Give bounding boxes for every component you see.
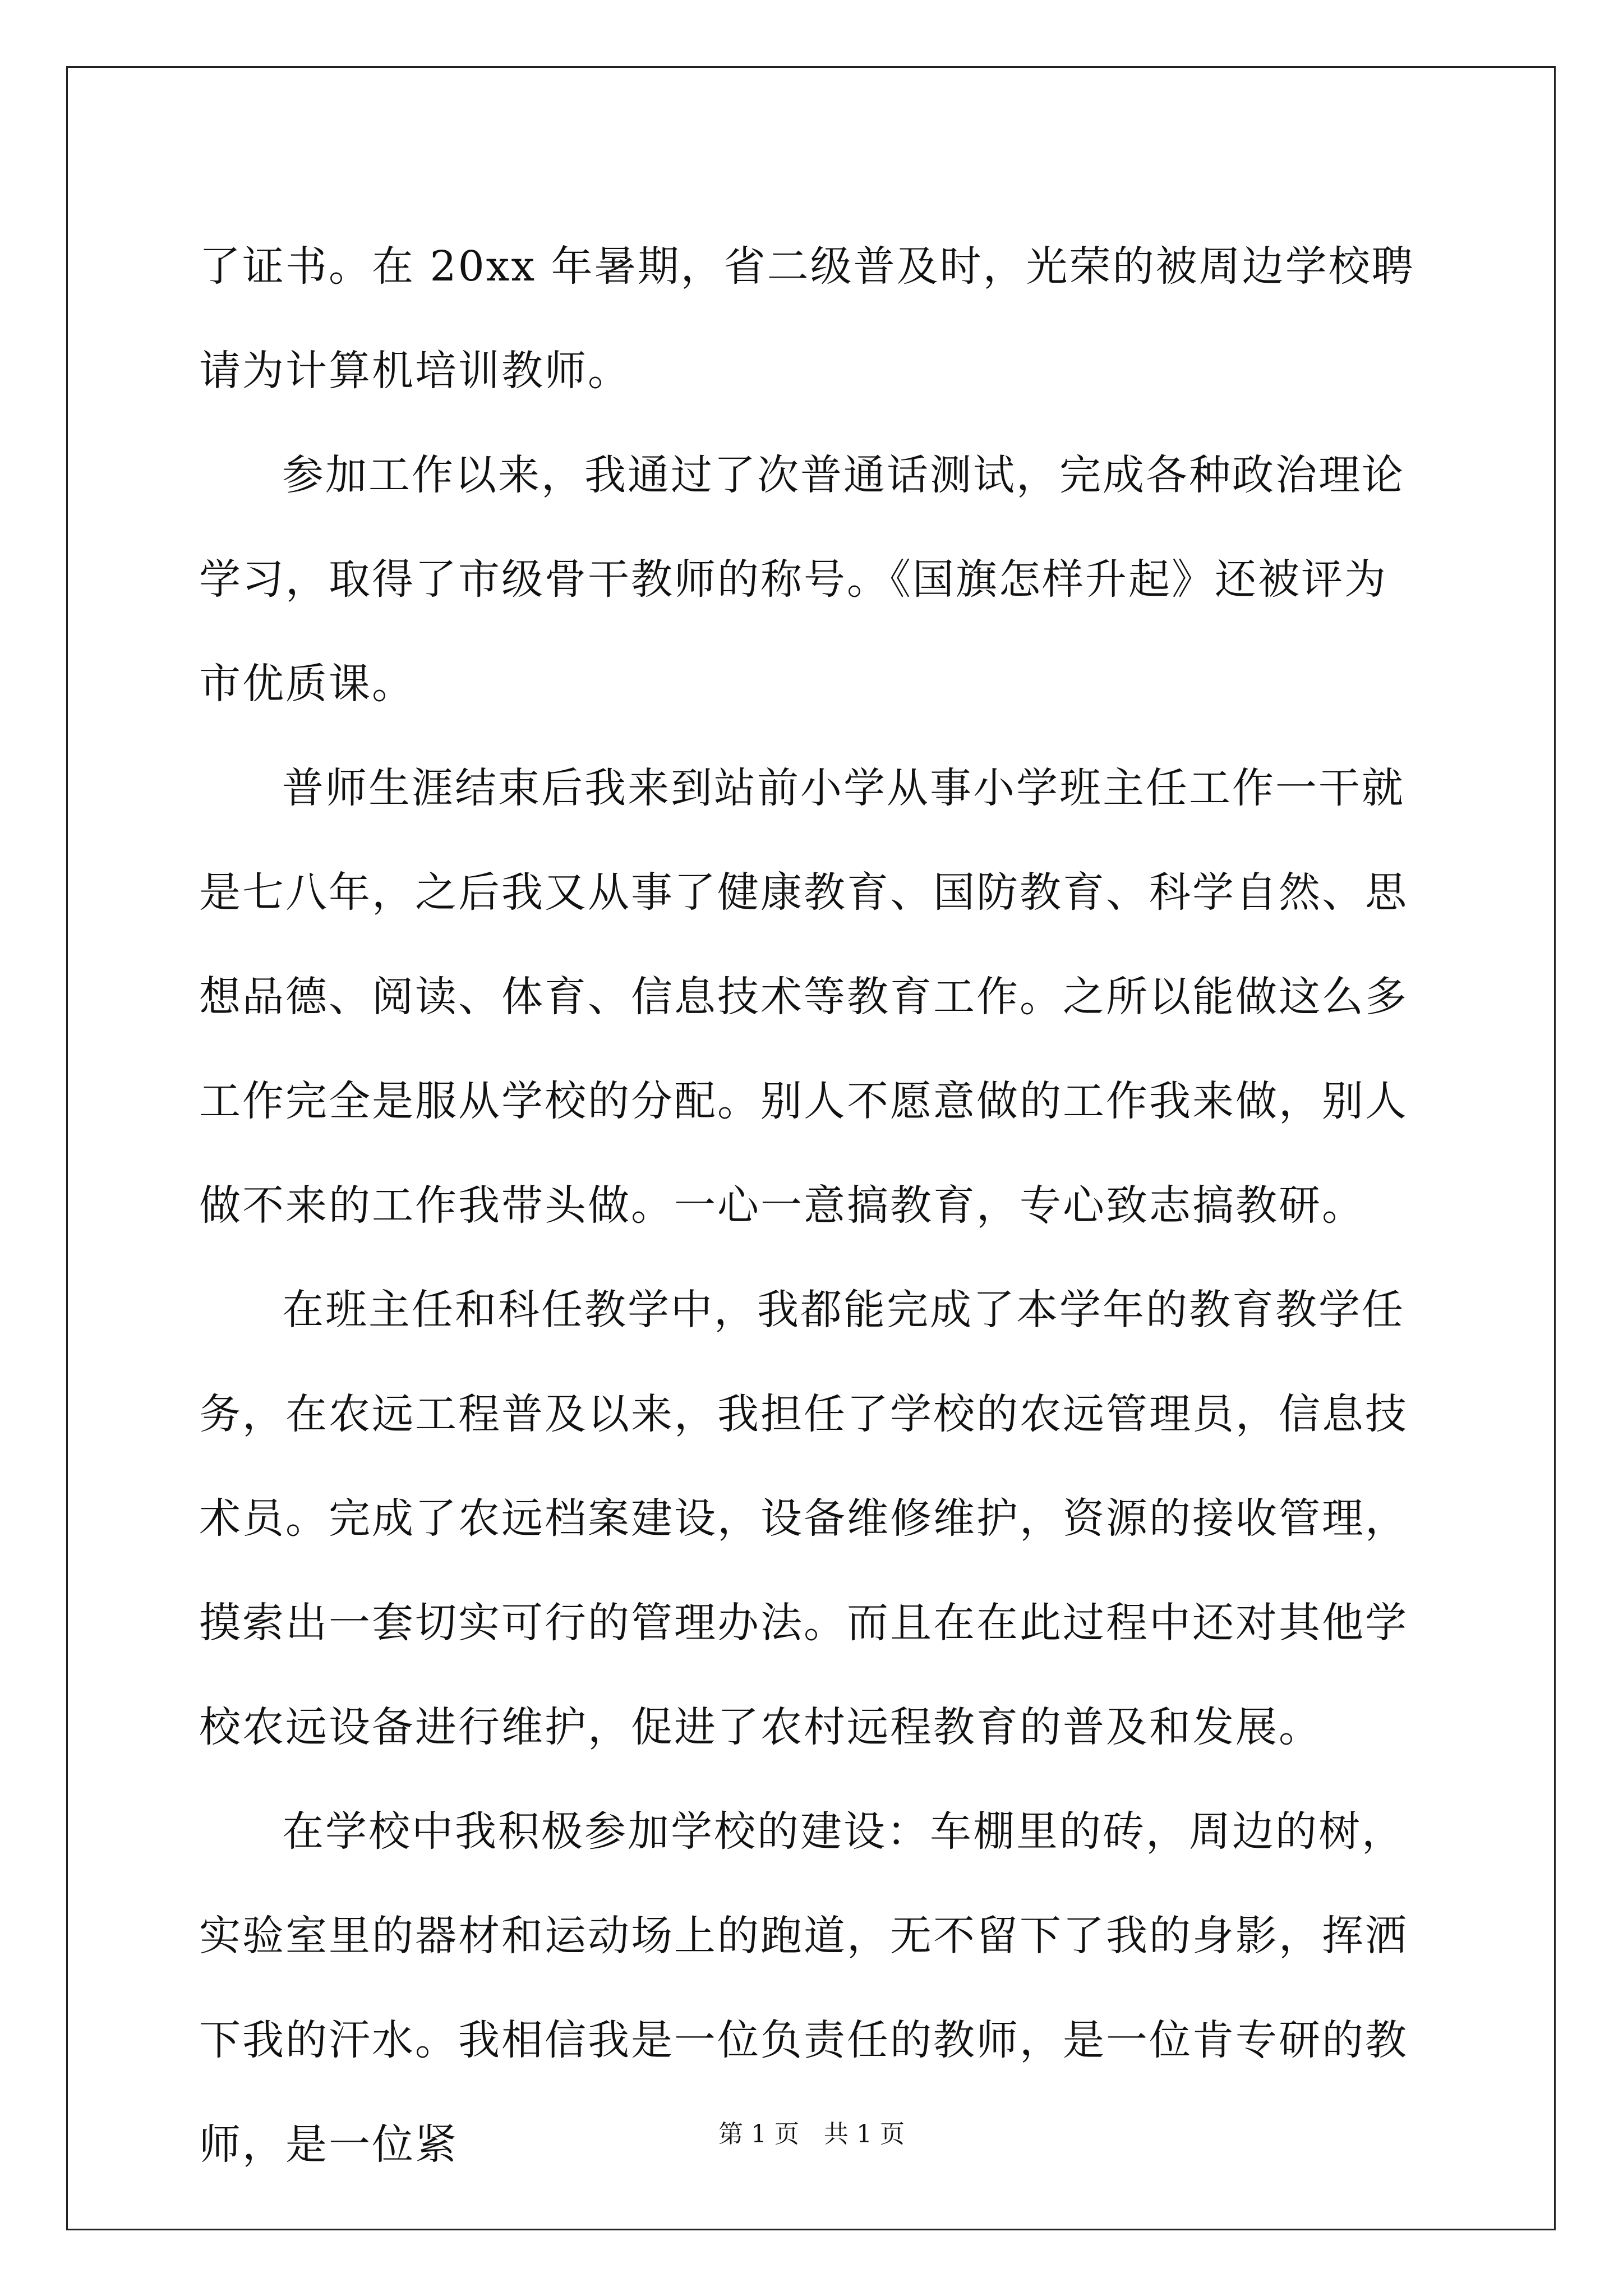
document-body [199,214,1422,2197]
page-number-footer: 第 1 页 共 1 页 [718,2120,905,2148]
paragraph: 参加工作以来，我通过了次普通话测试，完成各种政治理论学习，取得了市级骨干教师的称号。《国旗怎样升起》还被评为市优质课。 [199,451,1405,708]
paragraph: 在学校中我积极参加学校的建设：车棚里的砖，周边的树，实验室里的器材和运动场上的跑道，无不留下了我的身影，挥洒下我的汗水。我相信我是一位负责任的教师，是一位肯专研的教师，是一位紧 [199,1807,1408,2169]
paragraph: 在班主任和科任教学中，我都能完成了本学年的教育教学任务，在农远工程普及以来，我担任了学校的农远管理员，信息技术员。完成了农远档案建设，设备维修维护，资源的接收管理，摸索出一套切实可行的管理办法。而且在在此过程中还对其他学校农远设备进行维护，促进了农村远程教育的普及和发展。 [199,1286,1408,1751]
paragraph: 普师生涯结束后我来到站前小学从事小学班主任工作一干就是七八年，之后我又从事了健康教育、国防教育、科学自然、思想品德、阅读、体育、信息技术等教育工作。之所以能做这么多工作完全是服从学校的分配。别人不愿意做的工作我来做，别人做不来的工作我带头做。一心一意搞教育，专心致志搞教研。 [199,764,1408,1230]
paragraph: 了证书。在 20xx 年暑期，省二级普及时，光荣的被周边学校聘请为计算机培训教师。 [199,242,1415,395]
